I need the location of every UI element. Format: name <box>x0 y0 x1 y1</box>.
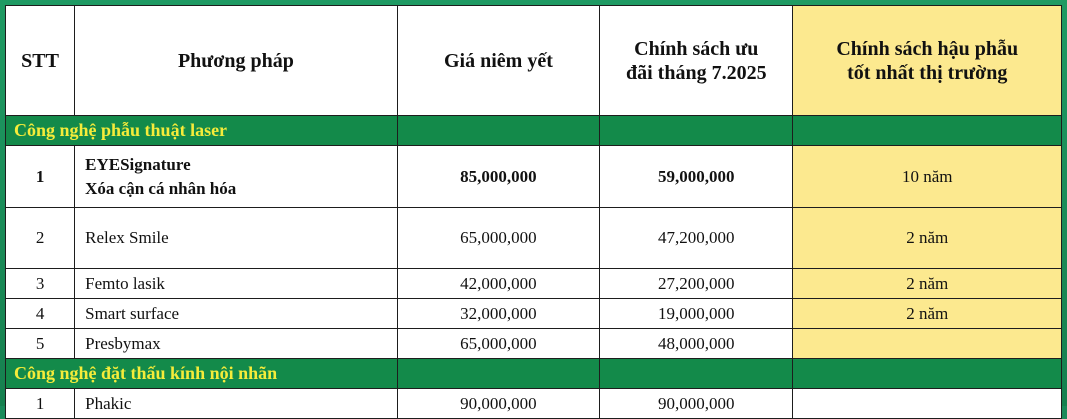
table-row <box>6 329 1062 359</box>
header-warranty-line1: Chính sách hậu phẫu <box>836 37 1019 60</box>
row-warranty: 2 năm <box>793 269 1062 299</box>
header-stt: STT <box>6 6 75 116</box>
row-warranty: 10 năm <box>793 146 1062 208</box>
row-method: Smart surface <box>75 299 398 329</box>
row-promo: 19,000,000 <box>600 299 793 329</box>
section-title: Công nghệ phẫu thuật laser <box>6 116 398 146</box>
header-method: Phương pháp <box>75 6 398 116</box>
row-stt: 1 <box>6 146 75 208</box>
row-promo: 90,000,000 <box>600 389 793 419</box>
row-method: Femto lasik <box>75 269 398 299</box>
section-cell <box>397 359 599 389</box>
row-stt: 4 <box>6 299 75 329</box>
section-title: Công nghệ đặt thấu kính nội nhãn <box>6 359 398 389</box>
table-row <box>6 269 1062 299</box>
header-promo-line2: đãi tháng 7.2025 <box>625 61 767 84</box>
row-warranty: 2 năm <box>793 299 1062 329</box>
section-row-laser <box>6 116 1062 146</box>
row-method-line2: Xóa cận cá nhân hóa <box>85 178 237 198</box>
table-row <box>6 208 1062 269</box>
row-method: Relex Smile <box>75 208 398 269</box>
section-cell <box>600 359 793 389</box>
row-stt: 1 <box>6 389 75 419</box>
section-cell <box>793 116 1062 146</box>
row-stt: 3 <box>6 269 75 299</box>
table-row <box>6 299 1062 329</box>
header-warranty <box>793 6 1062 116</box>
row-promo: 59,000,000 <box>600 146 793 208</box>
table-row <box>6 389 1062 419</box>
header-list-price: Giá niêm yết <box>397 6 599 116</box>
row-list-price: 85,000,000 <box>397 146 599 208</box>
row-method: Phakic <box>75 389 398 419</box>
row-method: Presbymax <box>75 329 398 359</box>
header-promo <box>600 6 793 116</box>
row-method <box>75 146 398 208</box>
row-promo: 27,200,000 <box>600 269 793 299</box>
row-stt: 2 <box>6 208 75 269</box>
row-list-price: 90,000,000 <box>397 389 599 419</box>
table-header-row <box>6 6 1062 116</box>
row-promo: 48,000,000 <box>600 329 793 359</box>
section-cell <box>600 116 793 146</box>
row-warranty <box>793 389 1062 419</box>
row-warranty: 2 năm <box>793 208 1062 269</box>
header-warranty-line2: tốt nhất thị trường <box>847 61 1008 84</box>
section-row-lens <box>6 359 1062 389</box>
row-warranty <box>793 329 1062 359</box>
row-list-price: 65,000,000 <box>397 329 599 359</box>
header-promo-line1: Chính sách ưu <box>634 37 759 60</box>
row-method-line1: EYESignature <box>85 154 191 174</box>
table-row <box>6 146 1062 208</box>
row-list-price: 65,000,000 <box>397 208 599 269</box>
row-list-price: 32,000,000 <box>397 299 599 329</box>
section-cell <box>793 359 1062 389</box>
row-promo: 47,200,000 <box>600 208 793 269</box>
row-list-price: 42,000,000 <box>397 269 599 299</box>
price-table <box>5 5 1062 419</box>
row-stt: 5 <box>6 329 75 359</box>
section-cell <box>397 116 599 146</box>
